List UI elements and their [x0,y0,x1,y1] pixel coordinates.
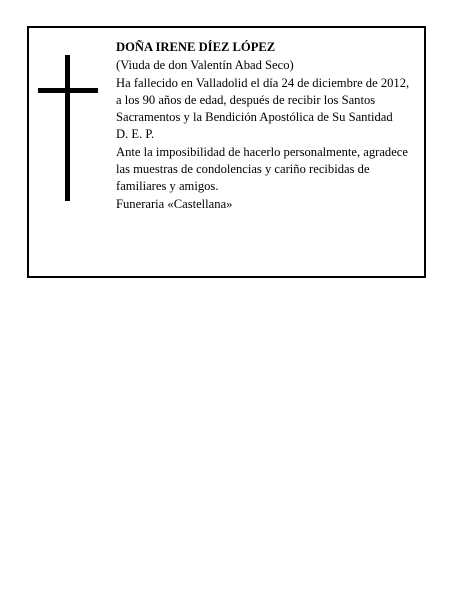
cross-icon [38,55,98,201]
funeral-home: Funeraria «Castellana» [116,196,233,211]
rip-line: D. E. P. [116,127,155,142]
death-announcement: Ha fallecido en Valladolid el día 24 de diciembre de 2012, a los 90 años de edad, después de recibir los Santos Sacramentos y la Bendición Apostólica de Su Santidad [116,75,410,125]
obituary-notice [27,26,426,278]
relation-line: (Viuda de don Valentín Abad Seco) [116,58,294,73]
cross-horizontal-bar [38,88,98,93]
gratitude-text: Ante la imposibilidad de hacerlo personalmente, agradece las muestras de condolencias y cariño recibidas de familiares y amigos. [116,144,408,194]
notice-text [116,39,416,213]
deceased-name: DOÑA IRENE DÍEZ LÓPEZ [116,40,276,54]
cross-vertical-bar [65,55,70,201]
